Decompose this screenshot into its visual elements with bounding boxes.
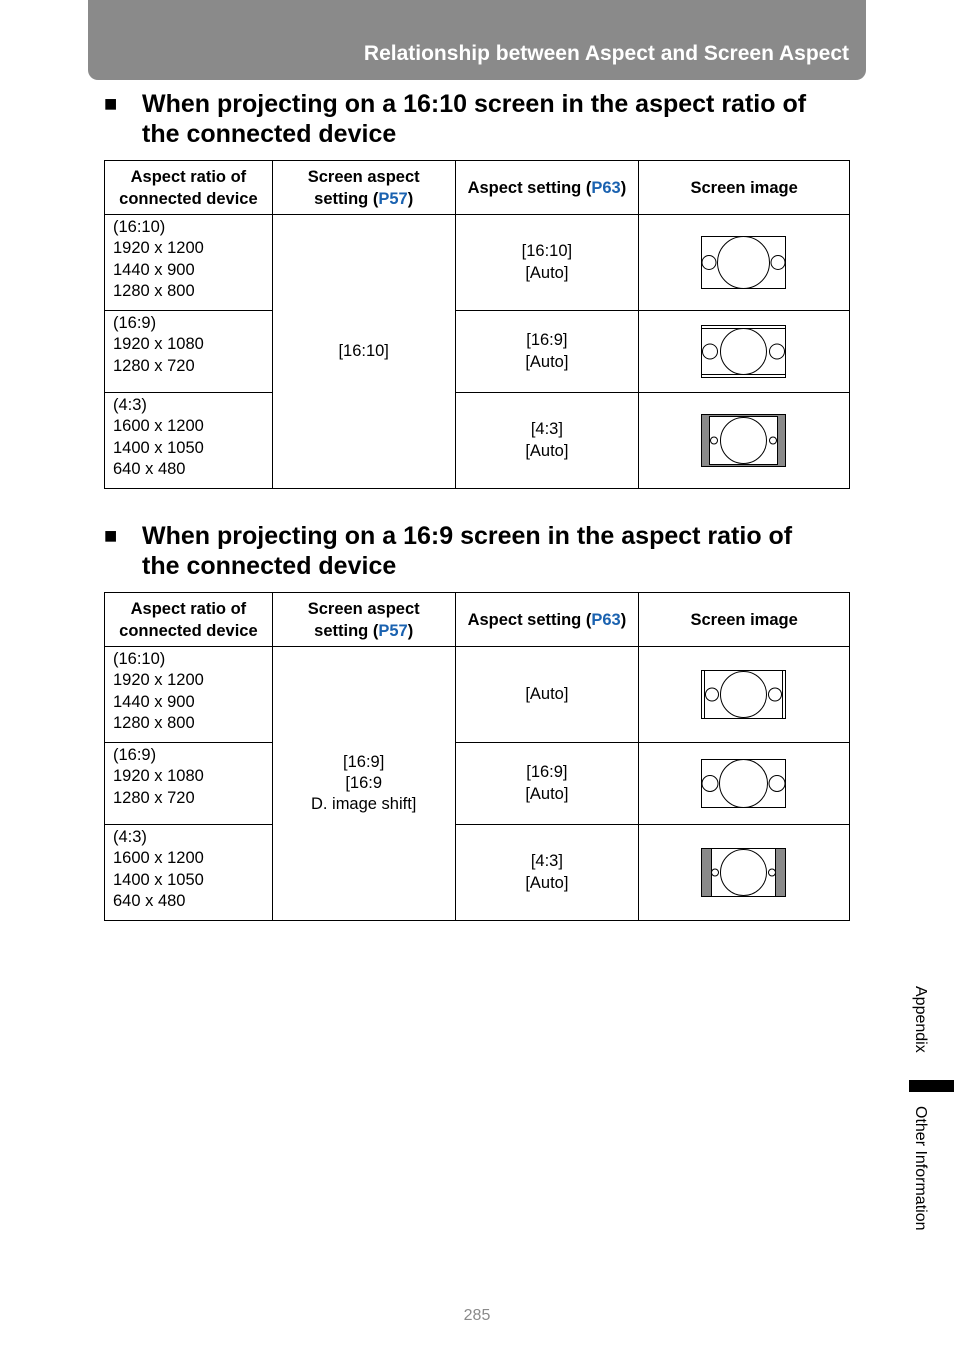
aspect-setting-cell: [Auto] — [455, 647, 639, 743]
table-row — [105, 743, 850, 825]
link-p57[interactable]: P57 — [378, 621, 408, 640]
column-header-screen-image: Screen image — [639, 161, 850, 215]
column-header-device-aspect: Aspect ratio of connected device — [105, 593, 273, 647]
table-row — [105, 311, 850, 393]
aspect-setting-cell: [4:3] [Auto] — [455, 825, 639, 921]
screen-image-cell — [639, 311, 850, 393]
screen-image-pillarbox-icon — [701, 414, 787, 468]
section2-heading — [104, 521, 844, 581]
section1-heading-line2: the connected device — [142, 120, 397, 148]
section1-heading — [104, 89, 844, 149]
resolution-cell: (4:3) 1600 x 1200 1400 x 1050 640 x 480 — [105, 825, 273, 921]
link-p63[interactable]: P63 — [591, 610, 621, 629]
aspect-setting-cell: [4:3] [Auto] — [455, 393, 639, 489]
link-p57[interactable]: P57 — [378, 189, 408, 208]
table-row — [105, 647, 850, 743]
resolution-cell: (16:9) 1920 x 1080 1280 x 720 — [105, 743, 273, 825]
screen-image-pillarbox-icon — [701, 848, 787, 898]
section1-table — [104, 160, 850, 489]
column-header-screen-aspect: Screen aspect setting (P57) — [272, 161, 455, 215]
screen-image-cell — [639, 393, 850, 489]
column-header-aspect-setting: Aspect setting (P63) — [455, 161, 639, 215]
page-header — [88, 0, 866, 80]
section2-table — [104, 592, 850, 921]
aspect-setting-cell: [16:10] [Auto] — [455, 215, 639, 311]
screen-image-cell — [639, 743, 850, 825]
screen-setting-cell: [16:10] — [272, 215, 455, 489]
aspect-setting-cell: [16:9] [Auto] — [455, 311, 639, 393]
column-header-device-aspect: Aspect ratio of connected device — [105, 161, 273, 215]
page-number: 285 — [463, 1307, 491, 1324]
screen-image-full-icon — [701, 236, 787, 290]
square-bullet-icon: ■ — [104, 91, 118, 116]
link-p63[interactable]: P63 — [591, 178, 621, 197]
resolution-cell: (16:10) 1920 x 1200 1440 x 900 1280 x 800 — [105, 647, 273, 743]
side-tab-appendix[interactable]: Appendix — [912, 986, 929, 1053]
screen-image-cell — [639, 647, 850, 743]
screen-image-cell — [639, 215, 850, 311]
screen-image-cell — [639, 825, 850, 921]
screen-image-narrow-pillar-icon — [701, 670, 787, 720]
resolution-cell: (16:10) 1920 x 1200 1440 x 900 1280 x 800 — [105, 215, 273, 311]
screen-setting-cell: [16:9] [16:9 D. image shift] — [272, 647, 455, 921]
section1-heading-line1: When projecting on a 16:10 screen in the aspect ratio of — [142, 90, 807, 118]
table-row — [105, 215, 850, 311]
section2-heading-line2: the connected device — [142, 552, 397, 580]
table-header-row — [105, 161, 850, 215]
column-header-screen-image: Screen image — [639, 593, 850, 647]
screen-image-full-icon — [701, 759, 787, 809]
side-tab-marker — [909, 1080, 954, 1092]
screen-image-letterbox-icon — [701, 325, 787, 379]
column-header-aspect-setting: Aspect setting (P63) — [455, 593, 639, 647]
resolution-cell: (16:9) 1920 x 1080 1280 x 720 — [105, 311, 273, 393]
table-row — [105, 393, 850, 489]
resolution-cell: (4:3) 1600 x 1200 1400 x 1050 640 x 480 — [105, 393, 273, 489]
aspect-setting-cell: [16:9] [Auto] — [455, 743, 639, 825]
column-header-screen-aspect: Screen aspect setting (P57) — [272, 593, 455, 647]
section2-heading-line1: When projecting on a 16:9 screen in the aspect ratio of — [142, 522, 793, 550]
table-header-row — [105, 593, 850, 647]
side-tab-other-information[interactable]: Other Information — [912, 1106, 929, 1231]
header-title: Relationship between Aspect and Screen Aspect — [363, 42, 849, 65]
table-row — [105, 825, 850, 921]
square-bullet-icon: ■ — [104, 523, 118, 548]
